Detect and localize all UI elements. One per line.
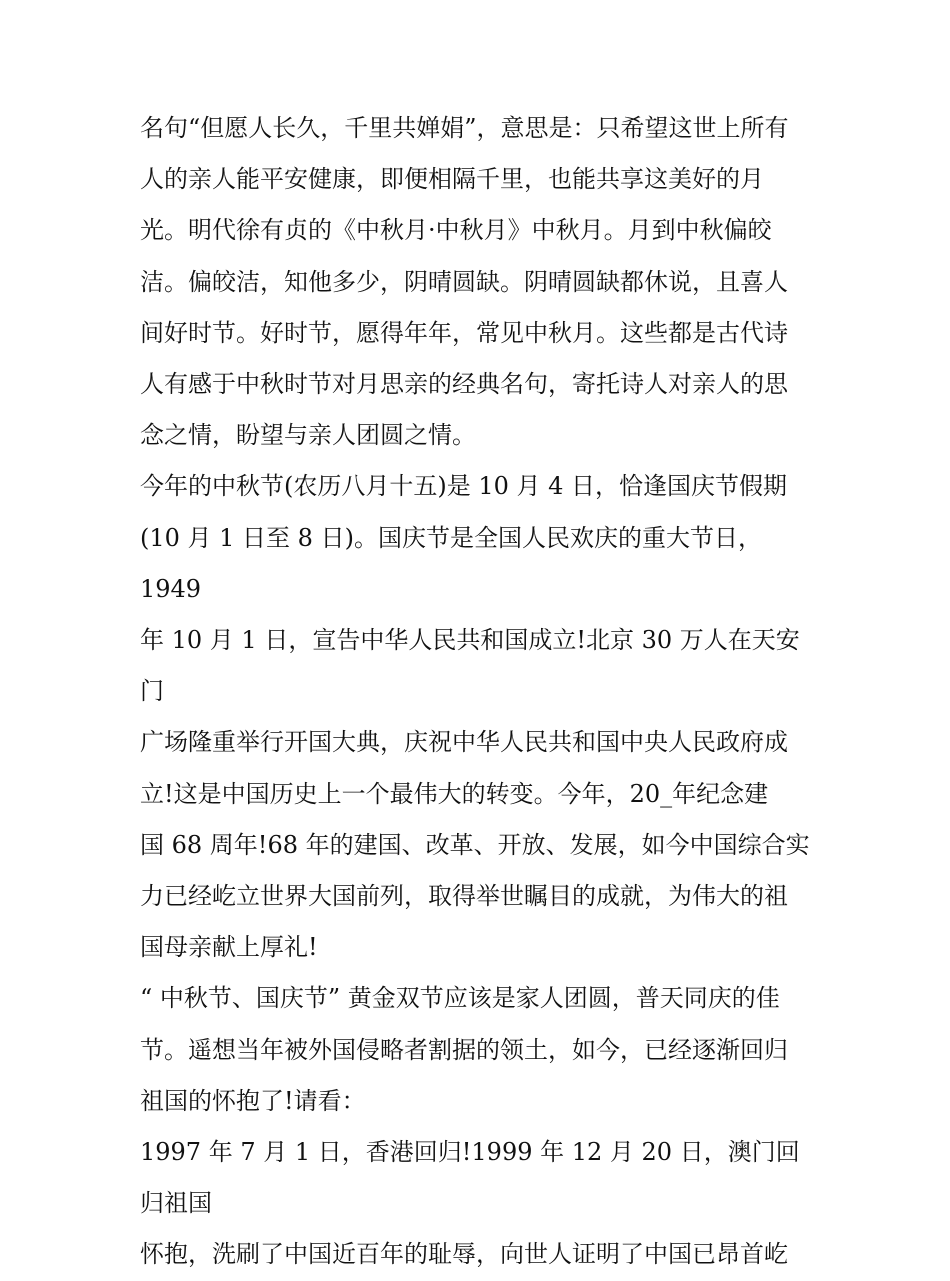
paragraph-handover: 1997 年 7 月 1 日，香港回归!1999 年 12 月 20 日，澳门回归祖国 怀抱，洗刷了中国近百年的耻辱，向世人证明了中国已昂首屹 [140,1138,800,1269]
paragraph-mid-autumn-poems: 名句“但愿人长久，千里共婵娟”，意思是：只希望这世上所有 人的亲人能平安健康，即便相隔千里，也能共享这美好的月 光。明代徐有贞的《中秋月·中秋月》中秋月。月到中秋偏皎 洁。偏皎洁，知他多少，阴晴圆缺。阴晴圆缺都休说，且喜人 间好时节。好时节，愿得年年，常见中秋月。这些都是古代诗 人有感于中秋时节对月思亲的经典名句，寄托诗人对亲人的思 念之情，盼望与亲人团圆之情。 [140,114,789,450]
document-body [140,103,820,1281]
paragraph-national-day: 今年的中秋节(农历八月十五)是 10 月 4 日，恰逢国庆节假期 (10 月 1 日至 8 日)。国庆节是全国人民欢庆的重大节日，1949 年 10 月 1 日，宣告中华人民共和国成立!北京 30 万人在天安门 广场隆重举行开国大典，庆祝中华人民共和国中央人民政府成 立!这是中国历史上一个最伟大的转变。今年，20_年纪念建 国 68 周年!68 年的建国、改革、开放、发展，如今中国综合实 力已经屹立世界大国前列，取得举世瞩目的成就，为伟大的祖 国母亲献上厚礼! [140,472,810,962]
paragraph-double-festival: “ 中秋节、国庆节” 黄金双节应该是家人团圆，普天同庆的佳 节。遥想当年被外国侵略者割据的领土，如今，已经逐渐回归 祖国的怀抱了!请看： [140,984,788,1115]
